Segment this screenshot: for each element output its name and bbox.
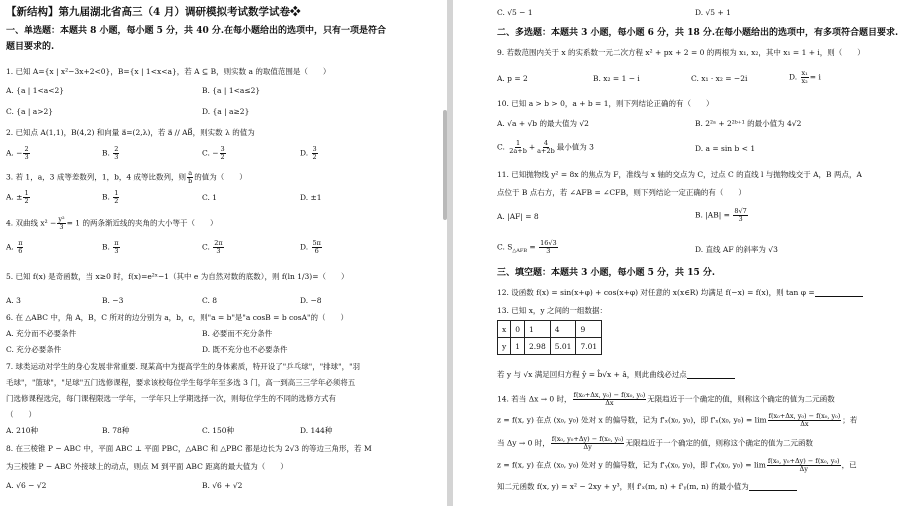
q9-option-c: C. x₁ · x₂ = −2i <box>691 74 748 83</box>
table-cell: 7.01 <box>576 338 602 355</box>
table-cell: 2.98 <box>525 338 551 355</box>
q1-option-d: D. {a | a≥2} <box>202 107 250 116</box>
table-row <box>498 338 602 355</box>
q12-stem: 12. 设函数 f(x) = sin(x+φ) + cos(x+φ) 对任意的 x(x∈R) 均满足 f(−x) = f(x)，则 tan φ = <box>497 288 863 297</box>
title-mark-icon: ❖ <box>289 6 301 18</box>
q7-option-d: D. 144种 <box>300 426 333 435</box>
section1-heading-cont: 题目要求的. <box>6 42 55 52</box>
q5-stem: 5. 已知 f(x) 是奇函数，当 x≥0 时，f(x)=e²ˣ−1（其中 e 为自然对数的底数），则 f(ln 1/3)=（ ） <box>6 272 349 281</box>
right-page <box>453 0 900 506</box>
left-page <box>0 0 447 506</box>
q14-line2: z = f(x, y) 在点 (x₀, y₀) 处对 x 的偏导数，记为 f'ₓ(x₀, y₀)，即 f'ₓ(x₀, y₀) = lim $\frac{\text{f(x₀+Δx, y₀) − f(x₀, y₀)}}{\Delta x}$ ；若 <box>497 412 858 428</box>
table-cell: 5.01 <box>550 338 576 355</box>
table-cell: 4 <box>550 321 576 338</box>
q10-option-b: B. 2²ᵃ + 2²ᵇ⁺¹ 的最小值为 4√2 <box>695 119 802 128</box>
q13-data-table <box>497 320 602 355</box>
q8-option-d: D. √5 + 1 <box>695 8 731 17</box>
q11-line2: 点位于 B 点右方，若 ∠AFB = ∠CFB，则下列结论一定正确的有（ ） <box>497 188 746 197</box>
q9-option-b: B. x₂ = 1 − i <box>593 74 640 83</box>
section3-heading: 三、填空题：本题共 3 小题，每小题 5 分，共 15 分. <box>497 268 715 278</box>
q10-stem: 10. 已知 a > b > 0，a + b = 1，则下列结论正确的有（ ） <box>497 99 714 108</box>
q7-option-b: B. 78种 <box>102 426 130 435</box>
q4-option-c: C. $\frac{2\pi}{3}$ <box>202 239 223 255</box>
q3-option-d: D. ±1 <box>300 193 322 202</box>
q2-option-a: A. − $\frac{2}{3}$ <box>6 145 29 161</box>
q11-option-b: B. |AB| = $\frac{8√7}{3}$ <box>695 207 747 223</box>
q14-line3: 当 Δy → 0 时， $\frac{\text{f(x₀, y₀+Δy) − f(x₀, y₀)}}{\Delta y}$ 无限趋近于一个确定的值，则称这个确定的值为二元函数 <box>497 435 813 451</box>
q11-option-c: C. $S_{\triangle AFB}$ = $\frac{16√3}{3}$ <box>497 239 557 255</box>
q8-line1: 8. 在三棱锥 P − ABC 中，平面 ABC ⊥ 平面 PBC，△ABC 和 △PBC 都是边长为 2√3 的等边三角形，若 M <box>6 444 372 453</box>
q2-option-c: C. − $\frac{3}{2}$ <box>202 145 225 161</box>
q13-after: 若 y 与 √x 满足回归方程 ŷ = b̂√x + â，则此曲线必过点 <box>497 370 735 379</box>
q2-option-b: B. $\frac{2}{3}$ <box>102 145 119 161</box>
q11-option-a: A. |AF| = 8 <box>497 212 539 221</box>
q8-option-c: C. √5 − 1 <box>497 8 533 17</box>
q5-option-b: B. −3 <box>102 296 124 305</box>
q9-stem: 9. 若数范围内关于 x 的实系数一元二次方程 x² + px + 2 = 0 的两根为 x₁, x₂，其中 x₁ = 1 + i，则（ ） <box>497 48 865 57</box>
q6-option-c: C. 充分必要条件 <box>6 345 62 354</box>
q7-line4: （ ） <box>6 410 36 419</box>
q3-option-c: C. 1 <box>202 193 218 202</box>
q12-answer-blank[interactable] <box>815 289 863 297</box>
q7-option-c: C. 150种 <box>202 426 235 435</box>
left-scrollbar-thumb[interactable] <box>443 110 447 220</box>
section2-heading: 二、多选题：本题共 3 小题，每小题 6 分，共 18 分.在每小题给出的选项中，有多项符合题目要求. <box>497 28 899 38</box>
table-cell: y <box>498 338 511 355</box>
q8-line2: 为三棱锥 P − ABC 外接球上的动点，则点 M 到平面 ABC 距离的最大值为（ ） <box>6 462 288 471</box>
q2-stem: 2. 已知点 A(1,1)，B(4,2) 和向量 a⃗=(2,λ)，若 a⃗ // AB⃗，则实数 λ 的值为 <box>6 128 255 137</box>
q1-option-a: A. {a | 1<a<2} <box>6 86 65 95</box>
q11-line1: 11. 已知抛物线 y² = 8x 的焦点为 F，准线与 x 轴的交点为 C，过点 C 的直线 l 与抛物线交于 A，B 两点，A <box>497 170 862 179</box>
q14-answer-blank[interactable] <box>749 483 797 491</box>
q6-option-a: A. 充分而不必要条件 <box>6 329 77 338</box>
q6-stem: 6. 在 △ABC 中，角 A，B，C 所对的边分别为 a，b，c，则"a = b"是"a cosB = b cosA"的（ ） <box>6 313 348 322</box>
q5-option-c: C. 8 <box>202 296 218 305</box>
q7-option-a: A. 210种 <box>6 426 38 435</box>
q3-option-b: B. $\frac{1}{2}$ <box>102 189 119 205</box>
table-cell: 9 <box>576 321 602 338</box>
q7-line1: 7. 球类运动对学生的身心发展非常重要. 现某高中为提高学生的身体素质，特开设了"乒乓球"，"排球"，"羽 <box>6 362 361 371</box>
table-cell: x <box>498 321 511 338</box>
q4-option-b: B. $\frac{\pi}{3}$ <box>102 239 119 255</box>
q13-stem: 13. 已知 x，y 之间的一组数据： <box>497 306 608 315</box>
q7-line2: 毛球"，"篮球"，"足球"五门选修课程，要求该校每位学生每学年至多选 3 门，高一到高三三学年必须将五 <box>6 378 356 387</box>
table-cell: 1 <box>511 338 525 355</box>
q3-option-a: A. ± $\frac{1}{2}$ <box>6 189 29 205</box>
q11-option-d: D. 直线 AF 的斜率为 √3 <box>695 245 778 254</box>
q8-option-b: B. √6 + √2 <box>202 481 243 490</box>
table-cell: 1 <box>525 321 551 338</box>
q10-option-d: D. a = sin b < 1 <box>695 144 756 153</box>
q5-option-d: D. −8 <box>300 296 322 305</box>
q14-line5: 知二元函数 f(x, y) = x² − 2xy + y³，则 f'ₓ(m, n) + f'ᵧ(m, n) 的最小值为 <box>497 482 797 491</box>
section1-heading: 一、单选题：本题共 8 小题，每小题 5 分，共 40 分.在每小题给出的选项中，只有一项是符合 <box>6 26 386 36</box>
q14-line1: 14. 若当 Δx → 0 时， $\frac{\text{f(x₀+Δx, y₀) − f(x₀, y₀)}}{\Delta x}$ 无限趋近于一个确定的值，则称这个确定的值为二元函数 <box>497 391 835 407</box>
q10-option-a: A. √a + √b 的最大值为 √2 <box>497 119 589 128</box>
exam-title: 【新结构】第九届湖北省高三（4 月）调研模拟考试数学试卷❖ <box>6 6 301 18</box>
q14-line4: z = f(x, y) 在点 (x₀, y₀) 处对 y 的偏导数，记为 f'ᵧ(x₀, y₀)，即 f'ᵧ(x₀, y₀) = lim $\frac{\text{f(x₀, y₀+Δy) − f(x₀, y₀)}}{\Delta y}$ ，已 <box>497 457 857 473</box>
table-row <box>498 321 602 338</box>
q7-line3: 门选修课程选完，每门课程限选一学年，一学年只上学期选择一次，则每位学生的不同的选修方式有 <box>6 394 336 403</box>
q2-option-d: D. $\frac{3}{2}$ <box>300 145 317 161</box>
q4-stem: 4. 双曲线 x² − $\frac{\text{y²}}{3}$ = 1 的两条渐近线的夹角的大小等于（ ） <box>6 215 218 231</box>
q4-option-a: A. $\frac{\pi}{6}$ <box>6 239 23 255</box>
q9-option-d: D. $\frac{\text{x₁}}{\text{x₂}}$ = i <box>789 69 821 85</box>
q1-option-c: C. {a | a>2} <box>6 107 54 116</box>
q13-answer-blank[interactable] <box>687 371 735 379</box>
q8-option-a: A. √6 − √2 <box>6 481 47 490</box>
table-cell: 0 <box>511 321 525 338</box>
q10-option-c: C. $\frac{1}{2a+b}$ + $\frac{4}{a+2b}$ 最小值为 3 <box>497 139 594 155</box>
q1-stem: 1. 已知 A={x | x²−3x+2<0}，B={x | 1<x<a}，若 A ⊆ B，则实数 a 的取值范围是（ ） <box>6 67 331 76</box>
q6-option-d: D. 既不充分也不必要条件 <box>202 345 288 354</box>
q3-stem: 3. 若 1，a，3 成等差数列，1，b，4 成等比数列，则 $\frac{a}{b}$ 的值为（ ） <box>6 169 247 185</box>
q6-option-b: B. 必要而不充分条件 <box>202 329 273 338</box>
q4-option-d: D. $\frac{5\pi}{6}$ <box>300 239 321 255</box>
q9-option-a: A. p = 2 <box>497 74 528 83</box>
q5-option-a: A. 3 <box>6 296 21 305</box>
q1-option-b: B. {a | 1<a≤2} <box>202 86 261 95</box>
